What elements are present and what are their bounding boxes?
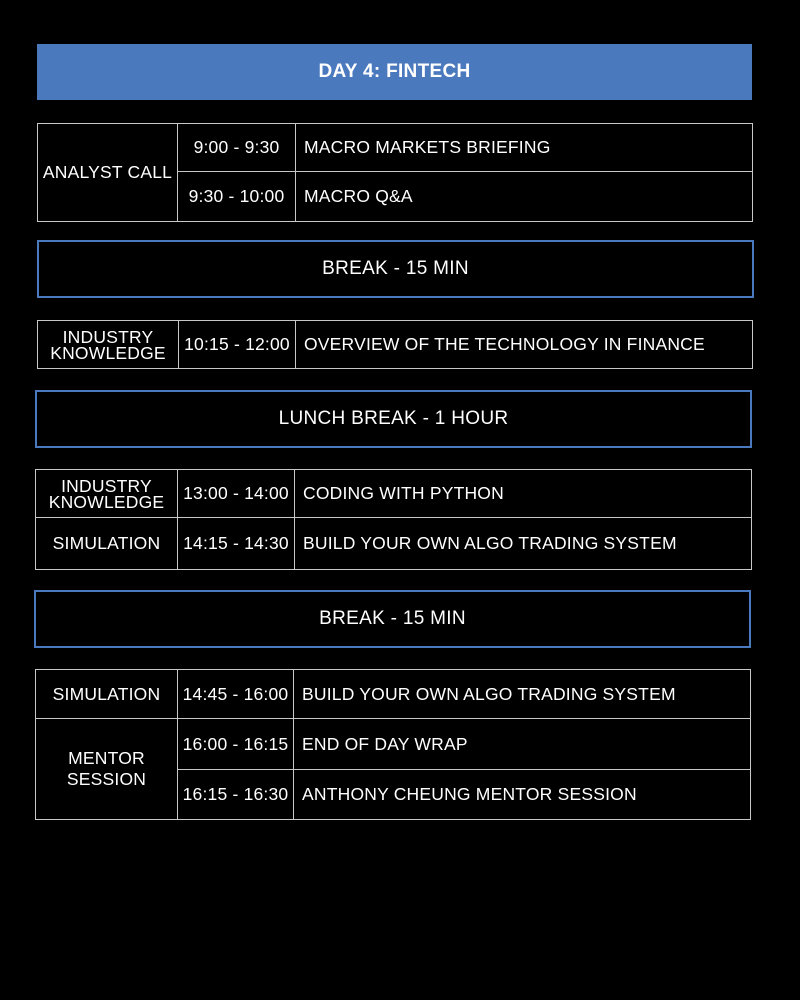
time-cell: 9:30 - 10:00 — [178, 172, 296, 222]
day-title: DAY 4: FINTECH — [37, 44, 752, 100]
session-title-cell: END OF DAY WRAP — [294, 719, 751, 770]
category-cell: SIMULATION — [36, 670, 178, 719]
time-cell: 16:15 - 16:30 — [178, 770, 294, 820]
schedule-block-late-afternoon — [35, 669, 751, 820]
session-title-cell: OVERVIEW OF THE TECHNOLOGY IN FINANCE — [296, 321, 753, 369]
category-cell: INDUSTRY KNOWLEDGE — [36, 470, 178, 518]
time-cell: 14:45 - 16:00 — [178, 670, 294, 719]
session-title-cell: ANTHONY CHEUNG MENTOR SESSION — [294, 770, 751, 820]
category-cell: ANALYST CALL — [38, 124, 178, 222]
table-row — [36, 719, 751, 770]
time-cell: 9:00 - 9:30 — [178, 124, 296, 172]
break-banner: BREAK - 15 MIN — [34, 590, 751, 648]
session-title-cell: CODING WITH PYTHON — [295, 470, 752, 518]
category-cell: MENTOR SESSION — [36, 719, 178, 820]
category-cell: INDUSTRY KNOWLEDGE — [38, 321, 179, 369]
time-cell: 13:00 - 14:00 — [178, 470, 295, 518]
session-title-cell: MACRO MARKETS BRIEFING — [296, 124, 753, 172]
session-title-cell: BUILD YOUR OWN ALGO TRADING SYSTEM — [294, 670, 751, 719]
time-cell: 10:15 - 12:00 — [179, 321, 296, 369]
category-cell: SIMULATION — [36, 518, 178, 570]
session-title-cell: BUILD YOUR OWN ALGO TRADING SYSTEM — [295, 518, 752, 570]
table-row — [36, 470, 752, 518]
time-cell: 14:15 - 14:30 — [178, 518, 295, 570]
table-row — [36, 670, 751, 719]
schedule-block-analyst-call — [37, 123, 753, 222]
time-cell: 16:00 - 16:15 — [178, 719, 294, 770]
session-title-cell: MACRO Q&A — [296, 172, 753, 222]
break-banner: BREAK - 15 MIN — [37, 240, 754, 298]
lunch-break-banner: LUNCH BREAK - 1 HOUR — [35, 390, 752, 448]
table-row — [36, 518, 752, 570]
table-row — [38, 321, 753, 369]
schedule-block-afternoon — [35, 469, 752, 570]
schedule-block-industry-knowledge — [37, 320, 753, 369]
table-row — [38, 124, 753, 172]
